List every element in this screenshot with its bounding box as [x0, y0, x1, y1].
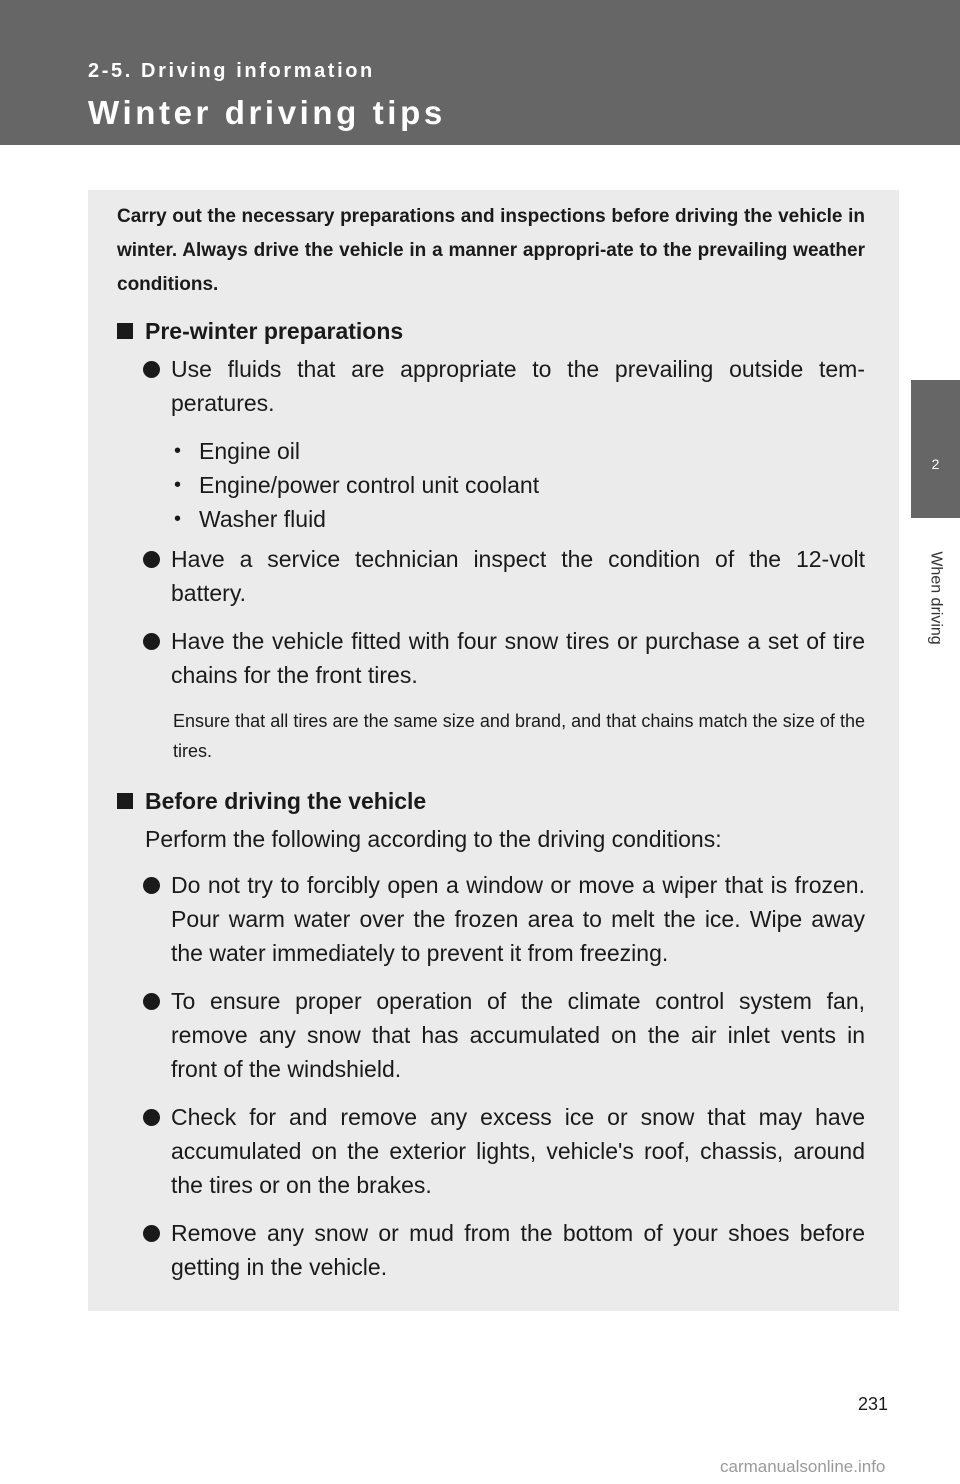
before-driving-item-vents-text: To ensure proper operation of the climate control system fan, remove any snow that has accumulated on the air inlet vents in front of the windshield.: [171, 988, 865, 1082]
before-driving-heading-text: Before driving the vehicle: [145, 788, 427, 814]
circle-bullet-icon: [143, 633, 160, 650]
circle-bullet-icon: [143, 993, 160, 1010]
circle-bullet-icon: [143, 1109, 160, 1126]
fluids-list: [117, 434, 865, 536]
before-driving-item-shoes: [117, 1216, 865, 1284]
before-driving-item-ice-text: Check for and remove any excess ice or snow that may have accumulated on the exterior lights, vehicle's roof, chassis, around the tires or on the brakes.: [171, 1104, 865, 1198]
section-label: 2-5. Driving information: [88, 60, 375, 82]
square-bullet-icon: [117, 793, 133, 809]
pre-winter-item-battery: [117, 542, 865, 610]
circle-bullet-icon: [143, 361, 160, 378]
circle-bullet-icon: [143, 551, 160, 568]
chapter-tab-label-text: When driving: [927, 551, 945, 645]
before-driving-item-shoes-text: Remove any snow or mud from the bottom of your shoes before getting in the vehicle.: [171, 1220, 865, 1280]
before-driving-item-window: [117, 868, 865, 970]
before-driving-item-window-text: Do not try to forcibly open a window or move a wiper that is frozen. Pour warm water over the frozen area to melt the ice. Wipe away the water immediately to prevent it from freezing.: [171, 872, 865, 966]
pre-winter-heading-text: Pre-winter preparations: [145, 318, 404, 344]
before-driving-lead: Perform the following according to the driving conditions:: [145, 826, 722, 852]
pre-winter-item-tires-text: Have the vehicle fitted with four snow tires or purchase a set of tire chains for the front tires.: [171, 628, 865, 688]
content: [117, 200, 865, 1298]
fluid-item-text: Engine oil: [199, 438, 301, 464]
page-header: [0, 0, 960, 145]
square-bullet-icon: [117, 323, 133, 339]
chapter-tab-number: 2: [911, 380, 960, 518]
pre-winter-heading: [117, 314, 865, 348]
page-number: 231: [858, 1394, 889, 1414]
tire-note: Ensure that all tires are the same size and brand, and that chains match the size of the tires.: [173, 711, 865, 761]
fluid-item: • Engine oil: [174, 438, 301, 464]
before-driving-item-ice: [117, 1100, 865, 1202]
watermark[interactable]: carmanualsonline.info: [720, 1457, 886, 1476]
fluid-item-text: Engine/power control unit coolant: [199, 472, 540, 498]
circle-bullet-icon: [143, 1225, 160, 1242]
before-driving-heading: [117, 784, 865, 818]
intro-text: Carry out the necessary preparations and inspections before driving the vehicle in winter. Always drive the vehicle in a manner appropri-ate to the prevailing weather conditions.: [117, 206, 865, 295]
pre-winter-item-battery-text: Have a service technician inspect the condition of the 12-volt battery.: [171, 546, 865, 606]
page-title: Winter driving tips: [88, 94, 446, 131]
pre-winter-item-fluids-text: Use fluids that are appropriate to the prevailing outside tem-peratures.: [171, 356, 865, 416]
fluid-item: • Engine/power control unit coolant: [174, 472, 540, 498]
circle-bullet-icon: [143, 877, 160, 894]
fluid-item-text: Washer fluid: [199, 506, 326, 532]
chapter-tab-label: [911, 518, 960, 678]
fluid-item: • Washer fluid: [174, 506, 326, 532]
pre-winter-item-tires: [117, 624, 865, 692]
before-driving-item-vents: [117, 984, 865, 1086]
pre-winter-item-fluids: [117, 352, 865, 420]
